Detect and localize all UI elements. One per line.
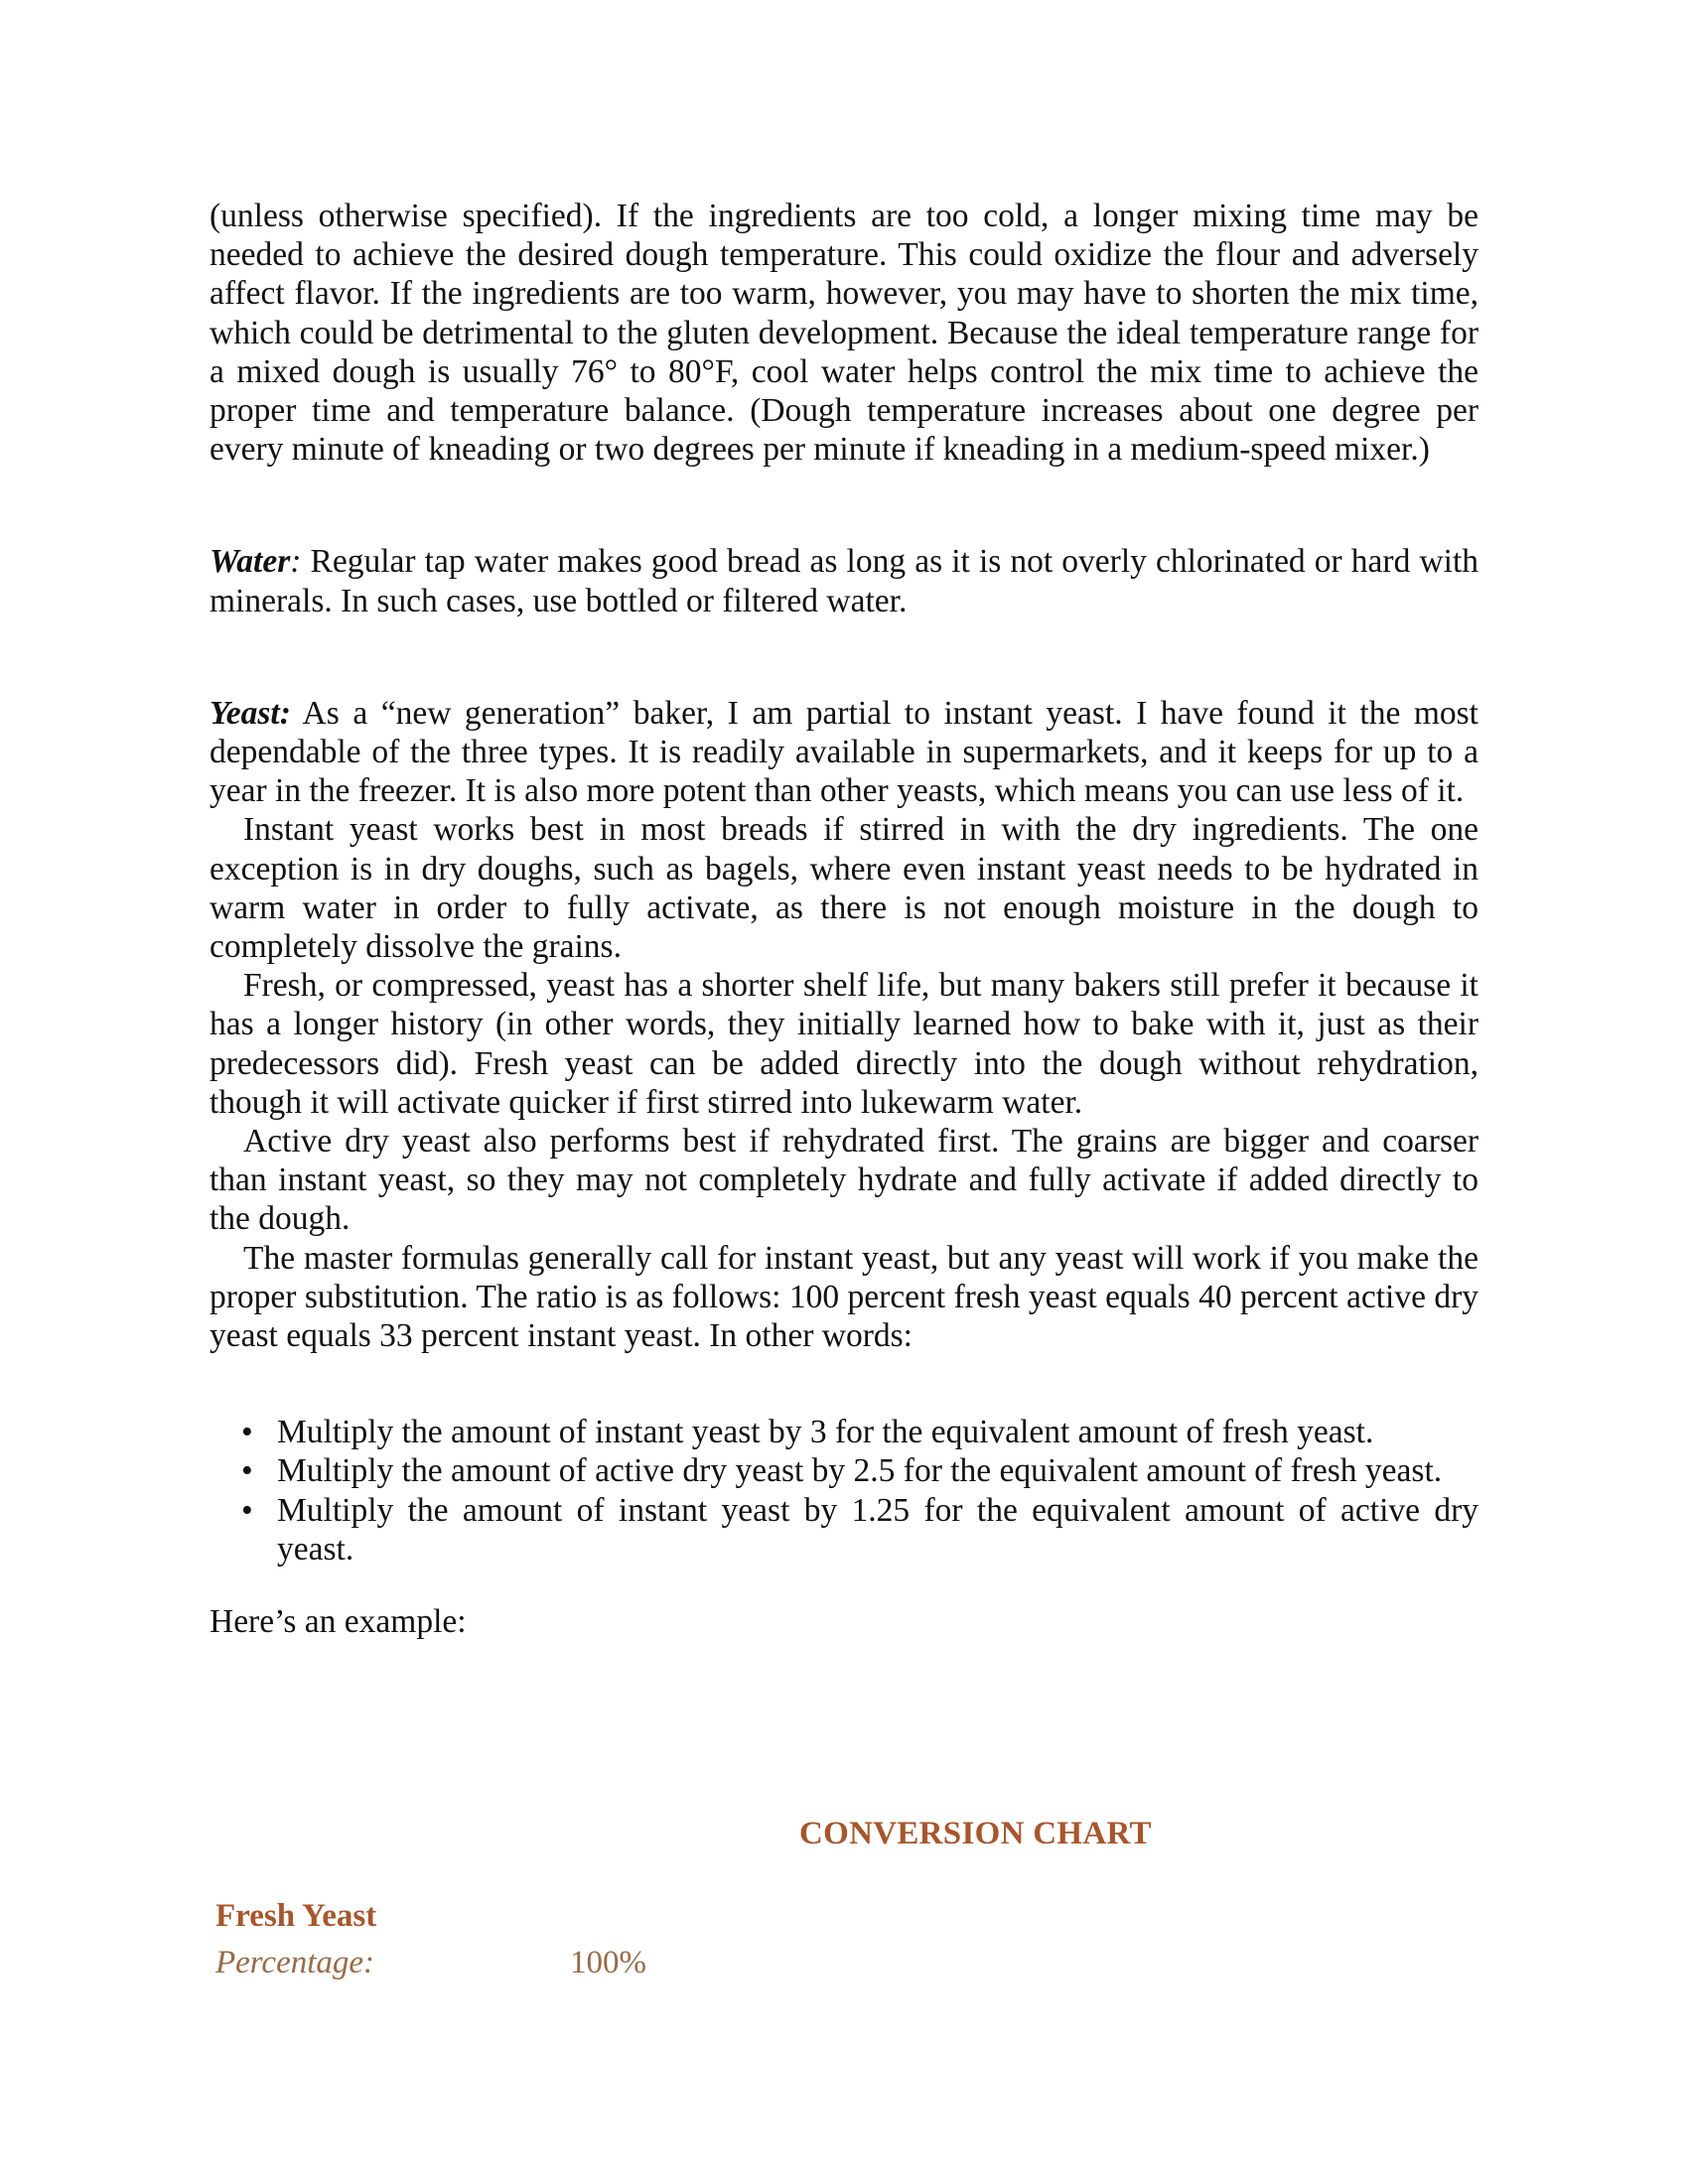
list-item: • Multiply the amount of active dry yeast by 2.5 for the equivalent amount of fresh yeast. <box>241 1452 1443 1490</box>
example-label: Here’s an example: <box>210 1603 467 1641</box>
water-colon: : <box>290 543 302 581</box>
fresh-yeast-paragraph: Fresh, or compressed, yeast has a shorter shelf life, but many bakers still prefer it because it has a longer history (in other words, they initially learned how to bake with it, just as their predecessors did). Fresh yeast can be added directly into the dough without rehydration, though it will activate quicker if first stirred into lukewarm water. <box>210 967 1478 1121</box>
fresh-yeast-heading: Fresh Yeast <box>215 1898 377 1934</box>
water-paragraph <box>210 542 1478 619</box>
water-text: Regular tap water makes good bread as long as it is not overly chlorinated or hard with minerals. In such cases, use bottled or filtered water. <box>210 543 1478 619</box>
bullet-icon: • <box>241 1491 253 1529</box>
percentage-label: Percentage: <box>215 1945 375 1980</box>
bullet-icon: • <box>241 1452 253 1490</box>
percentage-value: 100% <box>570 1945 646 1980</box>
list-item: • Multiply the amount of instant yeast by 3 for the equivalent amount of fresh yeast. <box>241 1414 1374 1451</box>
instant-yeast-paragraph: Instant yeast works best in most breads if stirred in with the dry ingredients. The one exception is in dry doughs, such as bagels, where even instant yeast needs to be hydrated in warm water in order to fully activate, as there is not enough moisture in the dough to completely dissolve the grains. <box>210 811 1478 966</box>
document-body <box>210 197 1478 1641</box>
yeast-paragraph <box>210 694 1478 811</box>
bullet-icon: • <box>241 1414 253 1451</box>
intro-paragraph: (unless otherwise specified). If the ingredients are too cold, a longer mixing time may be needed to achieve the desired dough temperature. This could oxidize the flour and adversely affect flavor. If the ingredients are too warm, however, you may have to shorten the mix time, which could be detrimental to the gluten development. Because the ideal temperature range for a mixed dough is usually 76° to 80°F, cool water helps control the mix time to achieve the proper time and temperature balance. (Dough temperature increases about one degree per every minute of kneading or two degrees per minute if kneading in a medium-speed mixer.) <box>210 198 1478 469</box>
water-term: Water <box>210 543 291 581</box>
substitution-paragraph: The master formulas generally call for instant yeast, but any yeast will work if you make the proper substitution. The ratio is as follows: 100 percent fresh yeast equals 40 percent active dry yeast equals 33 percent instant yeast. In other words: <box>210 1239 1478 1355</box>
list-item: • Multiply the amount of instant yeast by 1.25 for the equivalent amount of active dry yeast. <box>241 1491 1478 1568</box>
substitution-list <box>210 1413 1478 1569</box>
yeast-text: As a “new generation” baker, I am partial to instant yeast. I have found it the most dependable of the three types. It is readily available in supermarkets, and it keeps for up to a year in the freezer. It is also more potent than other yeasts, which means you can use less of it. <box>210 694 1478 810</box>
active-dry-yeast-paragraph: Active dry yeast also performs best if rehydrated first. The grains are bigger and coarser than instant yeast, so they may not completely hydrate and fully activate if added directly to the dough. <box>210 1123 1478 1238</box>
yeast-term: Yeast: <box>210 694 291 732</box>
conversion-chart-title: CONVERSION CHART <box>799 1816 1152 1851</box>
